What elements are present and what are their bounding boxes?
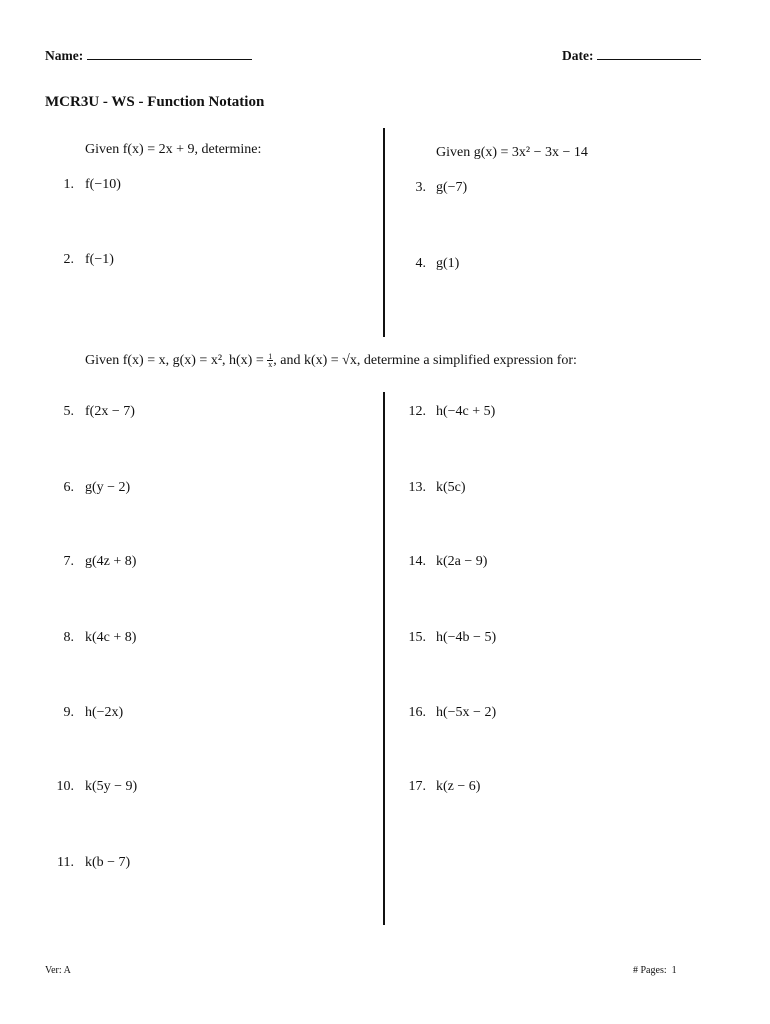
question-number: 1. — [63, 177, 74, 192]
question-expression: g(−7) — [436, 180, 468, 195]
column-divider-bottom — [383, 392, 385, 925]
question-number: 15. — [408, 630, 426, 645]
question-number: 8. — [63, 630, 74, 645]
question-expression: g(1) — [436, 256, 460, 271]
given-mid: , and k(x) = √x — [273, 353, 357, 368]
worksheet-title: MCR3U - WS - Function Notation — [45, 94, 265, 110]
question-number: 10. — [56, 779, 74, 794]
question-expression: k(4c + 8) — [85, 630, 137, 645]
given-functions-line — [85, 353, 577, 369]
question-expression: f(−1) — [85, 252, 114, 267]
question-number: 2. — [63, 252, 74, 267]
question-expression: k(5c) — [436, 480, 466, 495]
question-number: 17. — [408, 779, 426, 794]
question-expression: h(−5x − 2) — [436, 705, 497, 720]
fraction-denominator: x — [268, 360, 273, 370]
name-blank — [87, 47, 252, 60]
column-divider-top — [383, 128, 385, 337]
question-number: 3. — [415, 180, 426, 195]
question-expression: k(2a − 9) — [436, 554, 488, 569]
question-expression: k(z − 6) — [436, 779, 481, 794]
question-number: 9. — [63, 705, 74, 720]
question-number: 12. — [408, 404, 426, 419]
question-number: 11. — [57, 855, 74, 870]
given-prefix: Given f(x) = x, g(x) = x², h(x) = — [85, 353, 268, 368]
page-count: # Pages: 1 — [633, 965, 677, 976]
date-blank — [597, 47, 701, 60]
question-number: 16. — [408, 705, 426, 720]
question-expression: h(−2x) — [85, 705, 124, 720]
question-expression: k(5y − 9) — [85, 779, 138, 794]
name-label: Name: — [45, 48, 84, 63]
question-number: 5. — [63, 404, 74, 419]
question-number: 7. — [63, 554, 74, 569]
date-label: Date: — [562, 48, 594, 63]
date-field — [562, 47, 701, 64]
question-number: 13. — [408, 480, 426, 495]
given-suffix: , determine a simplified expression for: — [356, 353, 577, 368]
question-expression: k(b − 7) — [85, 855, 131, 870]
given-f: Given f(x) = 2x + 9, determine: — [85, 142, 262, 157]
question-expression: f(−10) — [85, 177, 121, 192]
name-field — [45, 47, 252, 64]
fraction-numerator: 1 — [268, 352, 273, 362]
question-expression: g(y − 2) — [85, 480, 131, 495]
question-expression: g(4z + 8) — [85, 554, 137, 569]
given-g: Given g(x) = 3x² − 3x − 14 — [436, 145, 588, 160]
version-label: Ver: A — [45, 965, 71, 976]
question-number: 4. — [415, 256, 426, 271]
question-number: 6. — [63, 480, 74, 495]
question-expression: h(−4b − 5) — [436, 630, 497, 645]
question-expression: f(2x − 7) — [85, 404, 135, 419]
question-number: 14. — [408, 554, 426, 569]
question-expression: h(−4c + 5) — [436, 404, 496, 419]
